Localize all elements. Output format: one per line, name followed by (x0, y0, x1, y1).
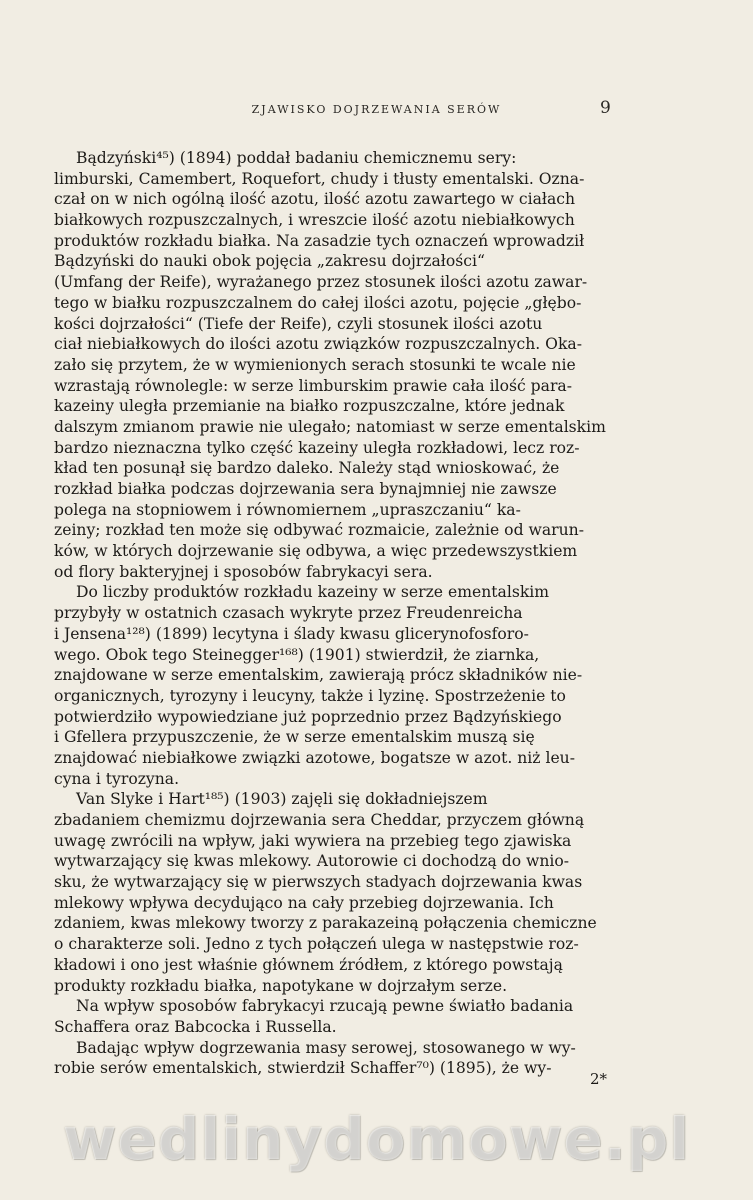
text-line: zeiny; rozkład ten może się odbywać rozmaicie, zależnie od warun- (54, 521, 584, 540)
text-line: i Gfellera przypuszczenie, że w serze ementalskim muszą się (54, 728, 535, 747)
text-line: wzrastają równolegle: w serze limburskim prawie cała ilość para- (54, 376, 572, 395)
body-text (54, 148, 614, 1079)
text-line: Na wpływ sposobów fabrykacyi rzucają pewne światło badania (76, 997, 574, 1016)
text-line: polega na stopniowem i równomiernem „upraszczaniu“ ka- (54, 500, 521, 519)
text-line: cyna i tyrozyna. (54, 769, 180, 788)
text-line: produkty rozkładu białka, napotykane w dojrzałym serze. (54, 976, 508, 995)
text-line: przybyły w ostatnich czasach wykryte przez Freudenreicha (54, 604, 523, 623)
text-line: Van Slyke i Hart¹⁸⁵) (1903) zajęli się dokładniejszem (76, 790, 488, 809)
text-line: zało się przytem, że w wymienionych serach stosunki te wcale nie (54, 355, 576, 374)
text-line: zdaniem, kwas mlekowy tworzy z parakazeiną połączenia chemiczne (54, 914, 597, 933)
text-line: robie serów ementalskich, stwierdził Schaffer⁷⁰) (1895), że wy- (54, 1059, 552, 1078)
text-line: ciał niebiałkowych do ilości azotu związków rozpuszczalnych. Oka- (54, 335, 582, 354)
text-line: kości dojrzałości“ (Tiefe der Reife), czyli stosunek ilości azotu (54, 314, 543, 333)
text-line: od flory bakteryjnej i sposobów fabrykacyi sera. (54, 562, 433, 581)
text-line: tego w białku rozpuszczalnem do całej ilości azotu, pojęcie „głębo- (54, 293, 582, 312)
text-line: Do liczby produktów rozkładu kazeiny w serze ementalskim (76, 583, 550, 602)
text-line: potwierdziło wypowiedziane już poprzednio przez Bądzyńskiego (54, 707, 562, 726)
text-line: znajdowane w serze ementalskim, zawierają prócz składników nie- (54, 666, 583, 685)
text-line: Bądzyński⁴⁵) (1894) poddał badaniu chemicznemu sery: (76, 149, 517, 167)
text-line: Schaffera oraz Babcocka i Russella. (54, 1017, 337, 1036)
text-line: Badając wpływ dogrzewania masy serowej, stosowanego w wy- (76, 1038, 576, 1057)
text-line: znajdować niebiałkowe związki azotowe, bogatsze w azot. niż leu- (54, 748, 575, 767)
text-line: białkowych rozpuszczalnych, i wreszcie ilość azotu niebiałkowych (54, 211, 575, 230)
text-line: kładowi i ono jest właśnie głównem źródłem, z którego powstają (54, 955, 563, 974)
text-line: bardzo nieznaczna tylko część kazeiny uległa rozkładowi, lecz roz- (54, 438, 580, 457)
text-line: czał on w nich ogólną ilość azotu, ilość azotu zawartego w ciałach (54, 190, 576, 209)
text-line: o charakterze soli. Jedno z tych połączeń ulega w następstwie roz- (54, 935, 579, 954)
text-line: organicznych, tyrozyny i leucyny, także i lyzinę. Spostrzeżenie to (54, 686, 566, 705)
text-line: (Umfang der Reife), wyrażanego przez stosunek ilości azotu zawar- (54, 273, 588, 292)
text-line: produktów rozkładu białka. Na zasadzie tych oznaczeń wprowadził (54, 231, 585, 250)
page-number: 9 (600, 98, 611, 118)
text-line: zbadaniem chemizmu dojrzewania sera Cheddar, przyczem główną (54, 811, 585, 829)
text-line: limburski, Camembert, Roquefort, chudy i tłusty ementalski. Ozna- (54, 169, 585, 188)
text-line: mlekowy wpływa decydująco na cały przebieg dojrzewania. Ich (54, 893, 554, 912)
watermark: wedlinydomowe.pl (62, 1105, 691, 1173)
signature-mark: 2* (590, 1070, 608, 1088)
text-line: rozkład białka podczas dojrzewania sera bynajmniej nie zawsze (54, 480, 557, 498)
text-line: dalszym zmianom prawie nie ulegało; natomiast w serze ementalskim (54, 417, 606, 436)
text-line: i Jensena¹²⁸) (1899) lecytyna i ślady kwasu glicerynofosforo- (54, 624, 529, 643)
text-line: kazeiny uległa przemianie na białko rozpuszczalne, które jednak (54, 397, 565, 416)
running-title: ZJAWISKO DOJRZEWANIA SERÓW (251, 103, 502, 116)
text-line: wego. Obok tego Steinegger¹⁶⁸) (1901) stwierdził, że ziarnka, (54, 645, 540, 664)
text-line: kład ten posunął się bardzo daleko. Należy stąd wnioskować, że (54, 459, 560, 478)
text-line: sku, że wytwarzający się w pierwszych stadyach dojrzewania kwas (54, 873, 583, 892)
text-line: Bądzyński do nauki obok pojęcia „zakresu dojrzałości“ (54, 252, 485, 271)
text-line: ków, w których dojrzewanie się odbywa, a więc przedewszystkiem (54, 542, 578, 561)
text-line: uwagę zwrócili na wpływ, jaki wywiera na przebieg tego zjawiska (54, 831, 572, 850)
text-line: wytwarzający się kwas mlekowy. Autorowie ci dochodzą do wnio- (54, 852, 570, 871)
